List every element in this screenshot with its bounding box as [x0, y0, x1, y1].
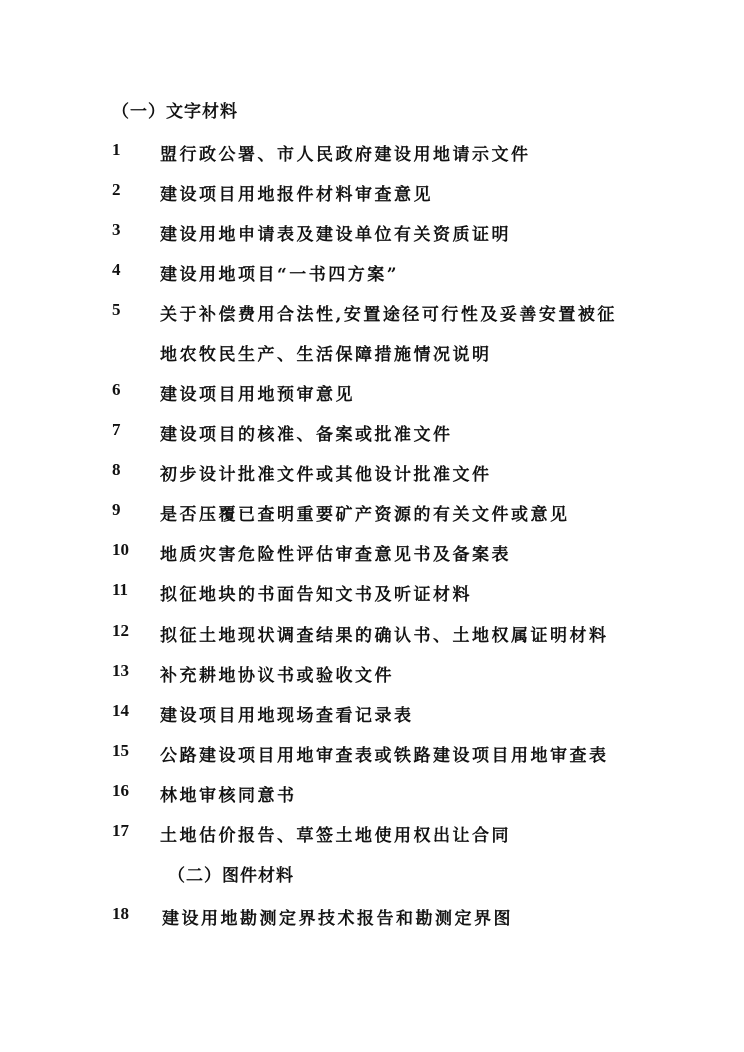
item-number: 15	[112, 741, 129, 760]
list-item	[0, 140, 744, 166]
list-item	[0, 781, 744, 807]
list-item	[0, 701, 744, 727]
item-number: 14	[112, 701, 129, 720]
list-item	[0, 300, 744, 366]
item-text: 拟征土地现状调查结果的确认书、土地权属证明材料	[160, 626, 609, 646]
item-number: 6	[112, 380, 121, 399]
item-number: 16	[112, 781, 129, 800]
item-number: 5	[112, 300, 121, 319]
item-text: 补充耕地协议书或验收文件	[160, 666, 394, 686]
list-item	[0, 220, 744, 246]
list-item	[0, 661, 744, 687]
item-text-continuation: 地农牧民生产、生活保障措施情况说明	[160, 345, 492, 365]
list-item	[0, 821, 744, 847]
list-item	[0, 741, 744, 767]
item-text: 建设项目的核准、备案或批准文件	[160, 425, 453, 445]
item-number: 13	[112, 661, 129, 680]
list-item	[0, 380, 744, 406]
item-number: 2	[112, 180, 121, 199]
list-item	[0, 260, 744, 286]
list-item	[0, 180, 744, 206]
item-number: 1	[112, 140, 121, 159]
item-text: 拟征地块的书面告知文书及听证材料	[160, 585, 472, 605]
item-text: 建设项目用地预审意见	[160, 385, 355, 405]
item-text: 初步设计批准文件或其他设计批准文件	[160, 465, 492, 485]
list-item	[0, 621, 744, 647]
list-item	[0, 580, 744, 606]
item-text: 建设项目用地现场查看记录表	[160, 706, 414, 726]
item-text: 建设用地勘测定界技术报告和勘测定界图	[162, 909, 513, 929]
section-heading-drawing-materials: （二）图件材料	[168, 866, 294, 886]
item-number: 4	[112, 260, 121, 279]
item-number: 9	[112, 500, 121, 519]
item-text: 建设用地申请表及建设单位有关资质证明	[160, 225, 511, 245]
item-number: 10	[112, 540, 129, 559]
item-number: 18	[112, 904, 129, 923]
item-text: 关于补偿费用合法性,安置途径可行性及妥善安置被征	[160, 305, 617, 325]
item-number: 7	[112, 420, 121, 439]
list-item	[0, 500, 744, 526]
item-text: 公路建设项目用地审查表或铁路建设项目用地审查表	[160, 746, 609, 766]
item-text: 建设用地项目“一书四方案”	[160, 265, 400, 285]
item-number: 3	[112, 220, 121, 239]
item-text: 盟行政公署、市人民政府建设用地请示文件	[160, 145, 531, 165]
list-item	[0, 540, 744, 566]
item-number: 17	[112, 821, 129, 840]
list-item	[0, 460, 744, 486]
item-text: 建设项目用地报件材料审查意见	[160, 185, 433, 205]
item-text: 地质灾害危险性评估审查意见书及备案表	[160, 545, 511, 565]
section-heading-text-materials: （一）文字材料	[112, 102, 238, 122]
item-number: 8	[112, 460, 121, 479]
item-number: 12	[112, 621, 129, 640]
list-item	[0, 420, 744, 446]
item-text: 土地估价报告、草签土地使用权出让合同	[160, 826, 511, 846]
list-item	[0, 904, 744, 930]
item-number: 11	[112, 580, 129, 599]
item-text: 是否压覆已查明重要矿产资源的有关文件或意见	[160, 505, 570, 525]
item-text: 林地审核同意书	[160, 786, 297, 806]
